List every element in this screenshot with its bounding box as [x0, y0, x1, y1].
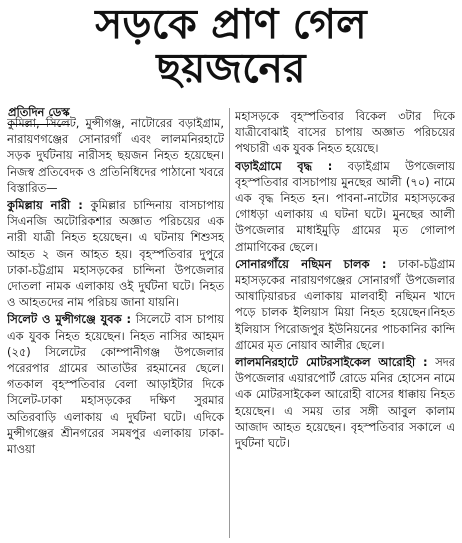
sonargaon-paragraph: [235, 256, 455, 353]
intro-paragraph: কুমিল্লা, সিলেট, মুন্সীগঞ্জ, নাটোরের বড়াইগ্রাম, নারায়ণগঞ্জের সোনারগাঁ এবং লালমনিরহাটে সড়ক দুর্ঘটনায় নারীসহ ছয়জন নিহত হয়েছেন। নিজস্ব প্রতিবেদক ও প্রতিনিধিদের পাঠানো খবরে বিস্তারিত—: [7, 116, 224, 195]
baraigram-text: বড়াইগ্রাম উপজেলায় বৃহস্পতিবার বাসচাপায় মুনছের আলী (৭০) নামে এক বৃদ্ধ নিহত হন। পাবনা-নাটোর মহাসড়কের গোধড়া এলাকায় এ ঘটনা ঘটে। মুনছের আলী উপজেলার মাধাইমুড়ি গ্রামের মৃত গোলাপ প্রামাণিকের ছেলে।: [235, 158, 455, 254]
lalmonirhat-text: সদর উপজেলার এয়ারপোর্ট রোডে মনির হোসেন নামে এক মোটরসাইকেল আরোহী বাসের ধাক্কায় নিহত হয়েছেন। এ সময় তার সঙ্গী আবুল কালাম আজাদ আহত হয়েছেন। বৃহস্পতিবার সকালে এ দুর্ঘটনা ঘটে।: [235, 355, 455, 451]
headline-line-1: সড়কে প্রাণ গেল: [95, 0, 367, 48]
column-divider: [229, 108, 230, 538]
lalmonirhat-paragraph: [235, 354, 455, 451]
comilla-subhead: কুমিল্লায় নারী :: [7, 198, 83, 213]
sylhet-paragraph: [7, 311, 224, 457]
continuation-paragraph: মহাসড়কে বৃহস্পতিবার বিকেল ৩টার দিকে যাত্রীবোঝাই বাসের চাপায় অজ্ঞাত পরিচয়ের পথচারী এক যুবক নিহত হয়েছে।: [235, 109, 455, 156]
right-column: [235, 108, 455, 540]
headline-line-2: ছয়জনের: [156, 44, 306, 93]
headline: [0, 2, 462, 91]
byline: প্রতিদিন ডেস্ক: [8, 104, 70, 125]
comilla-text: কুমিল্লার চান্দিনায় বাসচাপায় সিএনজি অটোরিকশার অজ্ঞাত পরিচয়ের এক নারী যাত্রী নিহত হয়েছেন। এ ঘটনায় শিশুসহ আহত ২ জন আহত হয়। বৃহস্পতিবার দুপুরে ঢাকা-চট্টগ্রাম মহাসড়কের চান্দিনা উপজেলার দোতলা নামক এলাকায় ওই দুর্ঘটনা ঘটে। নিহত ও আহতদের নাম পরিচয় জানা যায়নি।: [7, 198, 224, 310]
baraigram-subhead: বড়াইগ্রামে বৃদ্ধ :: [235, 158, 333, 173]
sonargaon-subhead: সোনারগাঁয়ে নছিমন চালক :: [235, 256, 387, 271]
left-column: [7, 115, 224, 540]
comilla-paragraph: [7, 197, 224, 310]
lalmonirhat-subhead: লালমনিরহাটে মোটরসাইকেল আরোহী :: [235, 355, 428, 370]
sylhet-text: সিলেটে বাস চাপায় এক যুবক নিহত হয়েছেন। নিহত নাসির আহমদ (২৫) সিলেটের কোম্পানীগঞ্জ উপজেলার পরেরপার গ্রামের আতাউর রহমানের ছেলে। গতকাল বৃহস্পতিবার বেলা আড়াইটার দিকে সিলেট-ঢাকা মহাসড়কের দক্ষিণ সুরমার অতিরবাড়ি এলাকায় এ দুর্ঘটনা ঘটে। এদিকে মুন্সীগঞ্জের শ্রীনগরের সমষপুর এলাকায় ঢাকা-মাওয়া: [7, 312, 224, 457]
sylhet-subhead: সিলেট ও মুন্সীগঞ্জে যুবক :: [7, 312, 132, 327]
baraigram-paragraph: [235, 158, 455, 255]
sonargaon-text: ঢাকা-চট্টগ্রাম মহাসড়কের নারায়ণগঞ্জের সোনারগাঁ উপজেলার আষাঢ়িয়ারচর এলাকায় মালবাহী নছিমন খাদে পড়ে চালক ইলিয়াস মিয়া নিহত হয়েছেন।নিহত ইলিয়াস পিরোজপুর ইউনিয়নের পাচকানির কান্দি গ্রামের মৃত নোয়াব আলীর ছেলে।: [235, 256, 455, 352]
